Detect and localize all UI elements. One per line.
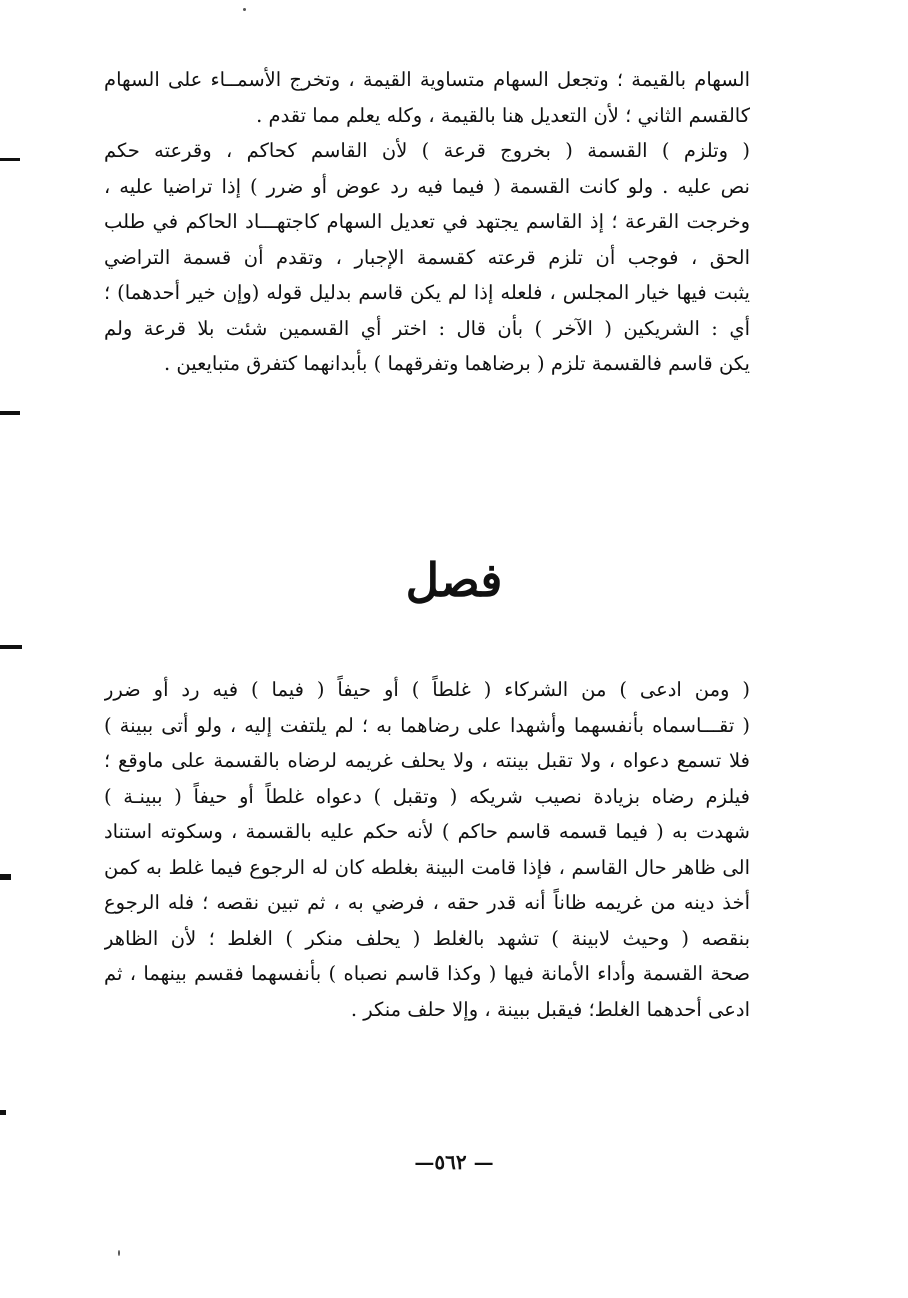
section-heading: فصل	[405, 553, 503, 607]
text-line: ادعى أحدهما الغلط؛ فيقبل ببينة ، وإلا حلف منكر .	[350, 997, 750, 1021]
text-line: فلا تسمع دعواه ، ولا تقبل بينته ، ولا يحلف غريمه لرضاه بالقسمة على ماوقع ؛	[104, 749, 750, 772]
text-line: يثبت فيها خيار المجلس ، فلعله إذا لم يكن قاسم بدليل قوله (وإن خير أحدهما) ؛	[104, 281, 750, 304]
margin-mark	[0, 158, 20, 161]
text-line: ( وتلزم ) القسمة ( بخروج قرعة ) لأن القاسم كحاكم ، وقرعته حكم	[104, 139, 750, 162]
paragraph-top	[104, 62, 750, 382]
text-line: أي : الشريكين ( الآخر ) بأن قال : اختر أي القسمين شئت بلا قرعة ولم	[104, 316, 750, 340]
paragraph-bottom	[104, 672, 750, 1027]
margin-mark	[0, 411, 20, 415]
text-line: يكن قاسم فالقسمة تلزم ( برضاهما وتفرقهما ) بأبدانهما كتفرق متبايعين .	[163, 352, 750, 375]
text-line: أخذ دينه من غريمه ظاناً أنه قدر حقه ، فرضي به ، ثم تبين نقصه ؛ فله الرجوع	[104, 891, 750, 914]
text-line: الحق ، فوجب أن تلزم قرعته كقسمة الإجبار ، وتقدم أن قسمة التراضي	[104, 245, 750, 269]
scan-speck	[118, 1250, 120, 1256]
margin-mark	[0, 645, 22, 649]
text-line: كالقسم الثاني ؛ لأن التعديل هنا بالقيمة ، وكله يعلم مما تقدم .	[256, 103, 750, 127]
text-line: ( ومن ادعى ) من الشركاء ( غلطاً ) أو حيفاً ( فيما ) فيه رد أو ضرر	[104, 678, 750, 701]
text-line: وخرجت القرعة ؛ إذ القاسم يجتهد في تعديل السهام كاجتهـــاد الحاكم في طلب	[104, 210, 750, 233]
text-line: فيلزم رضاه بزيادة نصيب شريكه ( وتقبل ) دعواه غلطاً أو حيفاً ( ببينـة )	[104, 784, 750, 808]
margin-mark	[0, 1110, 6, 1115]
margin-mark	[0, 874, 11, 880]
text-line: ( تقـــاسماه بأنفسهما وأشهدا على رضاهما به ؛ لم يلتفت إليه ، ولو أتى ببينة )	[104, 713, 750, 737]
text-line: السهام بالقيمة ؛ وتجعل السهام متساوية القيمة ، وتخرج الأسمــاء على السهام	[104, 68, 750, 91]
text-line: الى ظاهر حال القاسم ، فإذا قامت البينة بغلطه كان له الرجوع فيما غلط به كمن	[104, 855, 750, 879]
text-line: صحة القسمة وأداء الأمانة فيها ( وكذا قاسم نصباه ) بأنفسهما فقسم بينهما ، ثم	[104, 962, 750, 985]
text-line: شهدت به ( فيما قسمه قاسم حاكم ) لأنه حكم عليه بالقسمة ، وسكوته استناد	[104, 820, 750, 843]
scan-speck	[243, 8, 246, 11]
text-line: بنقصه ( وحيث لابينة ) تشهد بالغلط ( يحلف منكر ) الغلط ؛ لأن الظاهر	[104, 926, 750, 950]
text-line: نص عليه . ولو كانت القسمة ( فيما فيه رد عوض أو ضرر ) إذا تراضيا عليه ،	[104, 174, 750, 198]
page-number: — ٥٦٢—	[414, 1150, 494, 1174]
